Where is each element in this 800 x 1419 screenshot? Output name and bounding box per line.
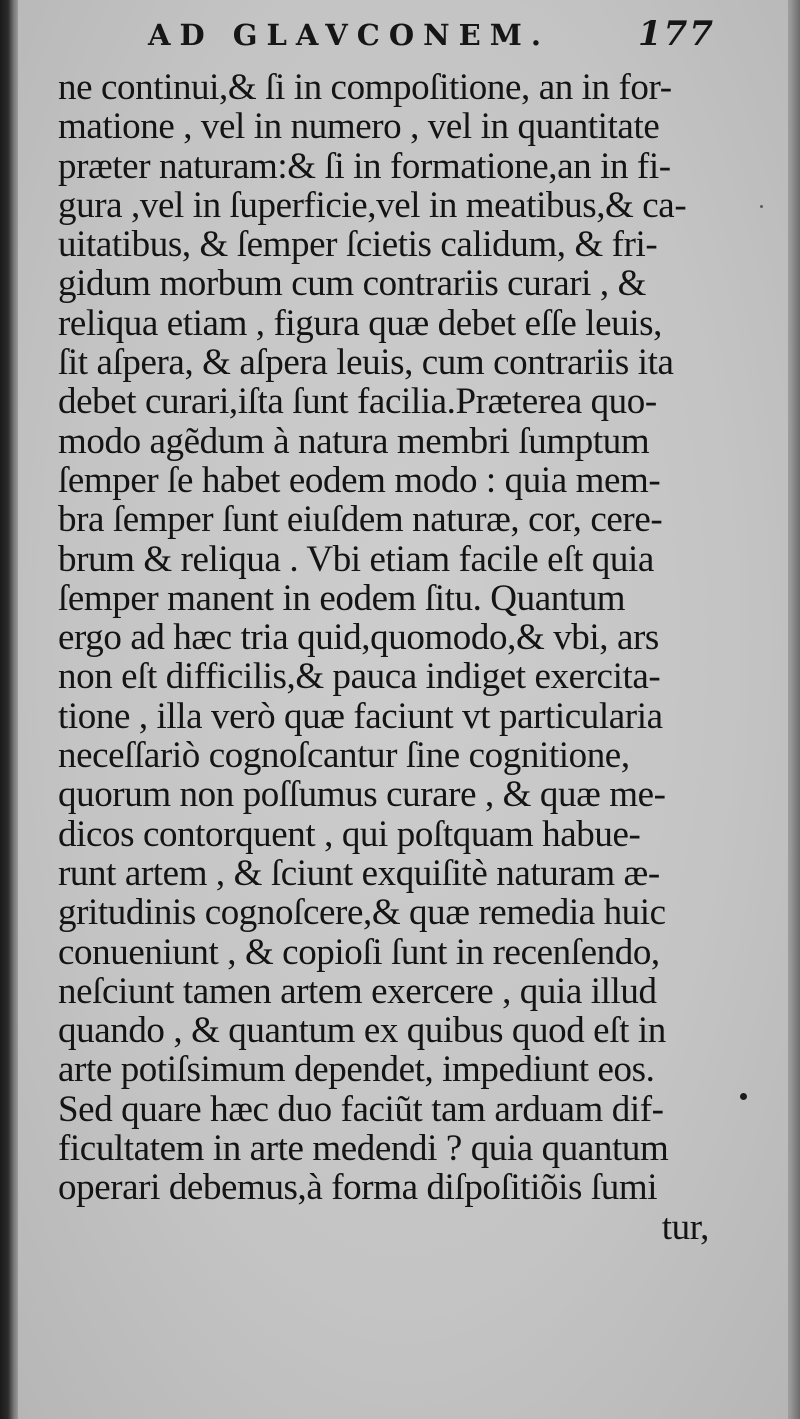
ink-speck [740, 1093, 747, 1100]
catchword: tur, [661, 1206, 709, 1248]
text-line: ne continui,& ſi in compoſitione, an in for- [58, 67, 672, 108]
text-line: ſemper ſe habet eodem modo : quia mem- [58, 459, 661, 501]
body-text [58, 68, 713, 1247]
text-line: tione , illa verò quæ faciunt vt particularia [58, 695, 663, 737]
text-line: matione , vel in numero , vel in quantitate [58, 106, 660, 148]
text-line: quando , & quantum ex quibus quod eſt in [58, 1010, 666, 1052]
page-header [18, 10, 788, 60]
text-line: gidum morbum cum contrariis curari , & [58, 263, 646, 305]
text-line: dicos contorquent , qui poſtquam habue- [58, 813, 641, 855]
text-line: brum & reliqua . Vbi etiam facile eſt quia [58, 538, 654, 580]
text-line: gritudinis cognoſcere,& quæ remedia huic [58, 892, 666, 934]
text-line: conueniunt , & copioſi ſunt in recenſendo, [58, 931, 660, 973]
book-page [18, 0, 788, 1419]
text-line: ficultatem in arte medendi ? quia quantum [58, 1128, 669, 1170]
page-number: 177 [638, 14, 715, 54]
text-line: quorum non poſſumus curare , & quæ me- [58, 774, 666, 816]
text-line: Sed quare hæc duo faciũt tam arduam dif- [58, 1088, 664, 1130]
text-line: ſemper manent in eodem ſitu. Quantum [58, 577, 626, 619]
text-line: reliqua etiam , figura quæ debet eſſe leuis, [58, 302, 662, 344]
text-line: neceſſariò cognoſcantur ſine cognitione, [58, 735, 630, 777]
text-line: debet curari,iſta ſunt facilia.Præterea quo- [58, 381, 657, 423]
text-line: uitatibus, & ſemper ſcietis calidum, & fri- [58, 224, 658, 266]
text-line: modo agẽdum à natura membri ſumptum [58, 420, 650, 462]
text-line: neſciunt tamen artem exercere , quia illud [58, 970, 657, 1012]
text-line: ergo ad hæc tria quid,quomodo,& vbi, ars [58, 617, 659, 659]
text-line: non eſt difficilis,& pauca indiget exercita- [58, 656, 661, 698]
text-line: ſit aſpera, & aſpera leuis, cum contrariis ita [58, 342, 674, 384]
text-line: gura ,vel in ſuperficie,vel in meatibus,& ca- [58, 184, 687, 226]
text-line: arte potiſsimum dependet, impediunt eos. [58, 1049, 655, 1091]
text-line: præter naturam:& ſi in formatione,an in fi- [58, 145, 671, 187]
text-line: runt artem , & ſciunt exquiſitè naturam æ- [58, 852, 660, 894]
text-line: bra ſemper ſunt eiuſdem naturæ, cor, cere- [58, 499, 663, 541]
ink-speck [760, 205, 763, 208]
running-head: AD GLAVCONEM. [148, 18, 550, 52]
text-line: operari debemus,à forma diſpoſitiõis ſumi [58, 1167, 658, 1209]
